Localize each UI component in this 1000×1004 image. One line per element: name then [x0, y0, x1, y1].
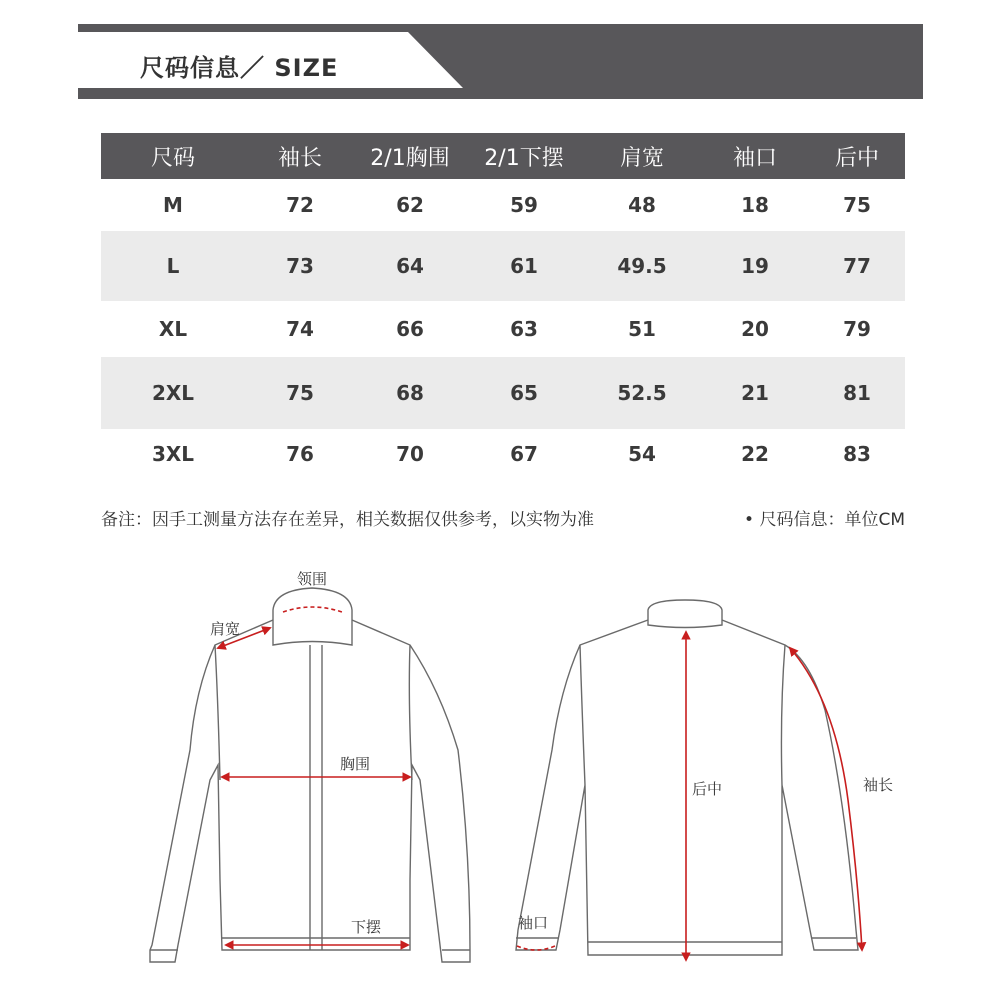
- measure-cell: 62: [396, 193, 424, 217]
- back-jacket: [516, 600, 858, 955]
- column-header: 后中: [834, 145, 879, 171]
- chest-label: 胸围: [340, 755, 371, 773]
- column-header: 袖长: [277, 145, 322, 171]
- column-header: 尺码: [150, 145, 195, 171]
- jacket-diagram-svg: [0, 550, 1000, 1000]
- back-length-label: 后中: [692, 780, 723, 798]
- measure-cell: 22: [741, 442, 769, 466]
- measure-cell: 51: [628, 317, 656, 341]
- column-header: 肩宽: [619, 145, 664, 171]
- back-measure-lines: [517, 632, 862, 960]
- table-header-row: [101, 133, 905, 179]
- size-cell: XL: [158, 317, 188, 341]
- hem-label: 下摆: [351, 918, 382, 936]
- measure-cell: 52.5: [617, 381, 667, 405]
- measure-cell: 72: [286, 193, 314, 217]
- size-cell: L: [166, 254, 180, 278]
- measure-cell: 83: [843, 442, 871, 466]
- measure-cell: 76: [286, 442, 314, 466]
- measure-cell: 49.5: [617, 254, 667, 278]
- measure-cell: 21: [741, 381, 769, 405]
- front-right-seam: [409, 645, 412, 780]
- sleeve-measure-line: [790, 648, 862, 950]
- measure-cell: 66: [396, 317, 424, 341]
- back-left-seam: [580, 645, 585, 785]
- measure-cell: 75: [286, 381, 314, 405]
- column-header: 2/1下摆: [484, 145, 564, 171]
- back-right-seam: [781, 645, 785, 785]
- front-jacket: [150, 588, 470, 962]
- measure-cell: 73: [286, 254, 314, 278]
- measure-cell: 59: [510, 193, 538, 217]
- measure-cell: 79: [843, 317, 871, 341]
- cuff-label: 袖口: [518, 914, 549, 932]
- collar-measure-line: [283, 607, 342, 612]
- measure-cell: 61: [510, 254, 538, 278]
- shoulder-label: 肩宽: [210, 620, 241, 638]
- size-cell: 2XL: [151, 381, 195, 405]
- table-body: [101, 179, 905, 479]
- measure-cell: 20: [741, 317, 769, 341]
- measure-cell: 19: [741, 254, 769, 278]
- measurement-diagram: [0, 550, 1000, 1000]
- front-measure-lines: [218, 607, 410, 945]
- measure-cell: 65: [510, 381, 538, 405]
- measure-cell: 64: [396, 254, 424, 278]
- measure-cell: 77: [843, 254, 871, 278]
- measure-cell: 63: [510, 317, 538, 341]
- table-row: [101, 301, 905, 357]
- sleeve-label: 袖长: [863, 776, 894, 794]
- measure-cell: 70: [396, 442, 424, 466]
- column-header: 袖口: [732, 145, 777, 171]
- table-row: [101, 429, 905, 479]
- disclaimer-note: 备注：因手工测量方法存在差异，相关数据仅供参考，以实物为准: [101, 510, 594, 530]
- back-collar: [648, 600, 722, 628]
- measure-cell: 48: [628, 193, 656, 217]
- table-row: [101, 357, 905, 429]
- measure-cell: 18: [741, 193, 769, 217]
- table-row: [101, 231, 905, 301]
- measure-cell: 74: [286, 317, 314, 341]
- column-header: 2/1胸围: [370, 145, 450, 171]
- size-cell: 3XL: [151, 442, 195, 466]
- front-collar: [273, 588, 352, 645]
- measure-cell: 67: [510, 442, 538, 466]
- size-cell: M: [163, 193, 183, 217]
- page-title: 尺码信息／ SIZE: [140, 54, 339, 82]
- measure-cell: 54: [628, 442, 656, 466]
- measure-cell: 75: [843, 193, 871, 217]
- table-row: [101, 179, 905, 231]
- front-left-seam: [215, 645, 220, 780]
- size-table: [101, 133, 905, 479]
- collar-label: 领围: [297, 570, 328, 588]
- unit-note: • 尺码信息：单位CM: [744, 510, 905, 530]
- measure-cell: 68: [396, 381, 424, 405]
- measure-cell: 81: [843, 381, 871, 405]
